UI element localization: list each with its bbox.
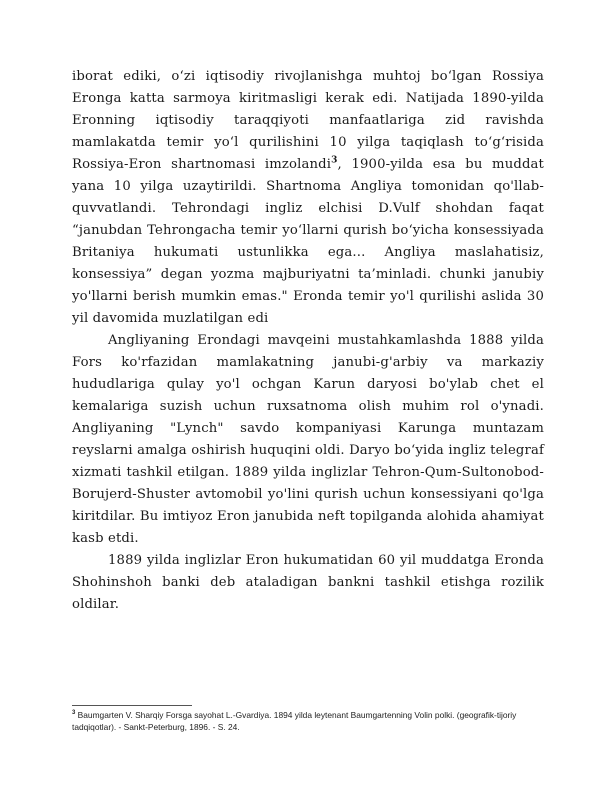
document-body <box>72 66 544 616</box>
footnote-divider <box>72 705 192 706</box>
paragraph-1 <box>72 66 544 330</box>
footnote-text: Baumgarten V. Sharqiy Forsga sayohat L.-Gvardiya. 1894 yilda leytenant Baumgartenning Volin polki. (geografik-tijoriy tadqiqotlar). - Sankt-Peterburg, 1896. - S. 24. <box>72 710 517 732</box>
paragraph-2: Angliyaning Erondagi mavqeini mustahkamlashda 1888 yilda Fors ko'rfazidan mamlakatning janubi-g'arbiy va markaziy hududlariga qulay yo'l ochgan Karun daryosi bo'ylab chet el kemalariga suzish uchun ruxsatnoma olish muhim rol o'ynadi. Angliyaning "Lynch" savdo kompaniyasi Karunga muntazam reyslarni amalga oshirish huquqini oldi. Daryo bo‘yida ingliz telegraf xizmati tashkil etilgan. 1889 yilda inglizlar Tehron-Qum-Sultonobod-Borujerd-Shuster avtomobil yo'lini qurish uchun konsessiyani qo'lga kiritdilar. Bu imtiyoz Eron janubida neft topilganda alohida ahamiyat kasb etdi. <box>72 333 544 546</box>
footnote <box>72 709 544 733</box>
paragraph-1-text-a: iborat ediki, o‘zi iqtisodiy rivojlanishga muhtoj bo‘lgan Rossiya Eronga katta sarmoya kiritmasligi kerak edi. Natijada 1890-yilda Eronning iqtisodiy taraqqiyoti manfaatlariga zid ravishda mamlakatda temir yo‘l qurilishini 10 yilga taqiqlash to‘g‘risida Rossiya-Eron shartnomasi imzolandi <box>72 69 544 172</box>
footnote-reference[interactable]: 3 <box>331 155 338 166</box>
paragraph-1-text-b: , 1900-yilda esa bu muddat yana 10 yilga uzaytirildi. Shartnoma Angliya tomonidan qo'llab-quvvatlandi. Tehrondagi ingliz elchisi D.Vulf shohdan faqat “janubdan Tehrongacha temir yo‘llarni qurish bo‘yicha konsessiyada Britaniya hukumati ustunlikka ega... Angliya maslahatisiz, konsessiya” degan yozma majburiyatni ta’minladi. chunki janubiy yo'llarni berish mumkin emas." Eronda temir yo'l qurilishi aslida 30 yil davomida muzlatilgan edi <box>72 157 544 326</box>
footnote-number: 3 <box>72 710 76 717</box>
paragraph-3: 1889 yilda inglizlar Eron hukumatidan 60 yil muddatga Eronda Shohinshoh banki deb ataladigan bankni tashkil etishga rozilik oldilar. <box>72 553 544 612</box>
